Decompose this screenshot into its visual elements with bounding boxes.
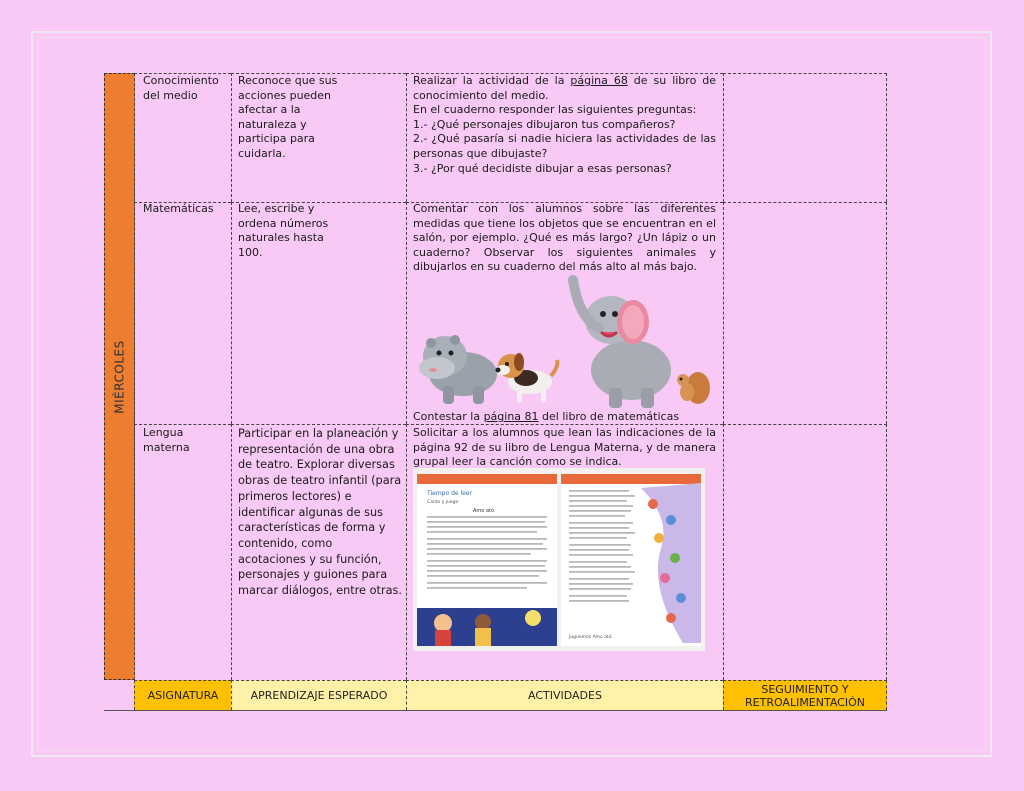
row1-subject: Conocimiento del medio [143, 74, 219, 102]
table-bottom-line [104, 710, 887, 711]
row1-learning: Reconoce que sus acciones pueden afectar a la naturaleza y participa para cuidarla. [238, 74, 338, 160]
day-column-gap [104, 680, 135, 710]
header-followup: SEGUIMIENTO Y RETROALIMENTACIÓN [723, 680, 887, 710]
row3-subject: Lengua materna [143, 426, 190, 454]
hippo-image [419, 335, 497, 404]
row3-learning: Participar en la planeación y representación de una obra de teatro. Explorar diversas obras de teatro infantil (para primeros lectores) e identificar algunas de sus características de forma y contenido, como acotaciones y su función, personajes y guiones para marcar diálogos, entre otras. [238, 427, 402, 598]
textbook-page-image [413, 468, 705, 651]
header-subject: ASIGNATURA [134, 680, 231, 710]
row1-followup-cell [723, 73, 887, 202]
row2-learning: Lee, escribe y ordena números naturales hasta 100. [238, 202, 329, 259]
page-68-link: página 68 [570, 74, 628, 87]
book-left-title: Amo ató [473, 508, 495, 514]
page-81-link: página 81 [483, 410, 539, 423]
row3-followup-cell [723, 424, 887, 680]
row3-subject-cell [134, 424, 231, 680]
row2-followup-cell [723, 202, 887, 424]
dog-image [496, 353, 558, 402]
squirrel-image [677, 372, 710, 404]
book-left-sub: Canto y juego [427, 500, 459, 505]
row1-activity: Realizar la actividad de la página 68 de su libro de conocimiento del medio. En el cuaderno responder las siguientes preguntas: 1.- ¿Qué personajes dibujaron tus compañeros? 2.- ¿Qué pasaría si nadie hiciera las actividades de las personas que dibujaste? 3.- ¿Por qué decidiste dibujar a esas personas? [413, 74, 717, 175]
animals-illustration [415, 270, 715, 412]
row2-activity: Comentar con los alumnos sobre las diferentes medidas que tiene los objetos que se encuentran en el salón, por ejemplo. ¿Qué es más largo? ¿Un lápiz o un cuaderno? Observar los siguientes animales y dibujarlos en su cuaderno del más alto al más bajo. [413, 202, 716, 274]
row3-activity: Solicitar a los alumnos que lean las indicaciones de la página 92 de su libro de Lengua Materna, y de manera grupal leer la canción como se indica. [413, 426, 716, 469]
header-activities: ACTIVIDADES [406, 680, 723, 710]
row2-subject: Matemáticas [143, 202, 214, 215]
elephant-image [573, 280, 671, 408]
day-label: MIÉRCOLES [112, 339, 127, 414]
book-left-heading: Tiempo de leer [427, 490, 472, 497]
book-right-footer: Juguemos Amo ató. [569, 635, 613, 640]
header-learning: APRENDIZAJE ESPERADO [231, 680, 406, 710]
row2-closing: Contestar la página 81 del libro de matemáticas [413, 410, 680, 423]
row2-subject-cell [134, 202, 231, 424]
